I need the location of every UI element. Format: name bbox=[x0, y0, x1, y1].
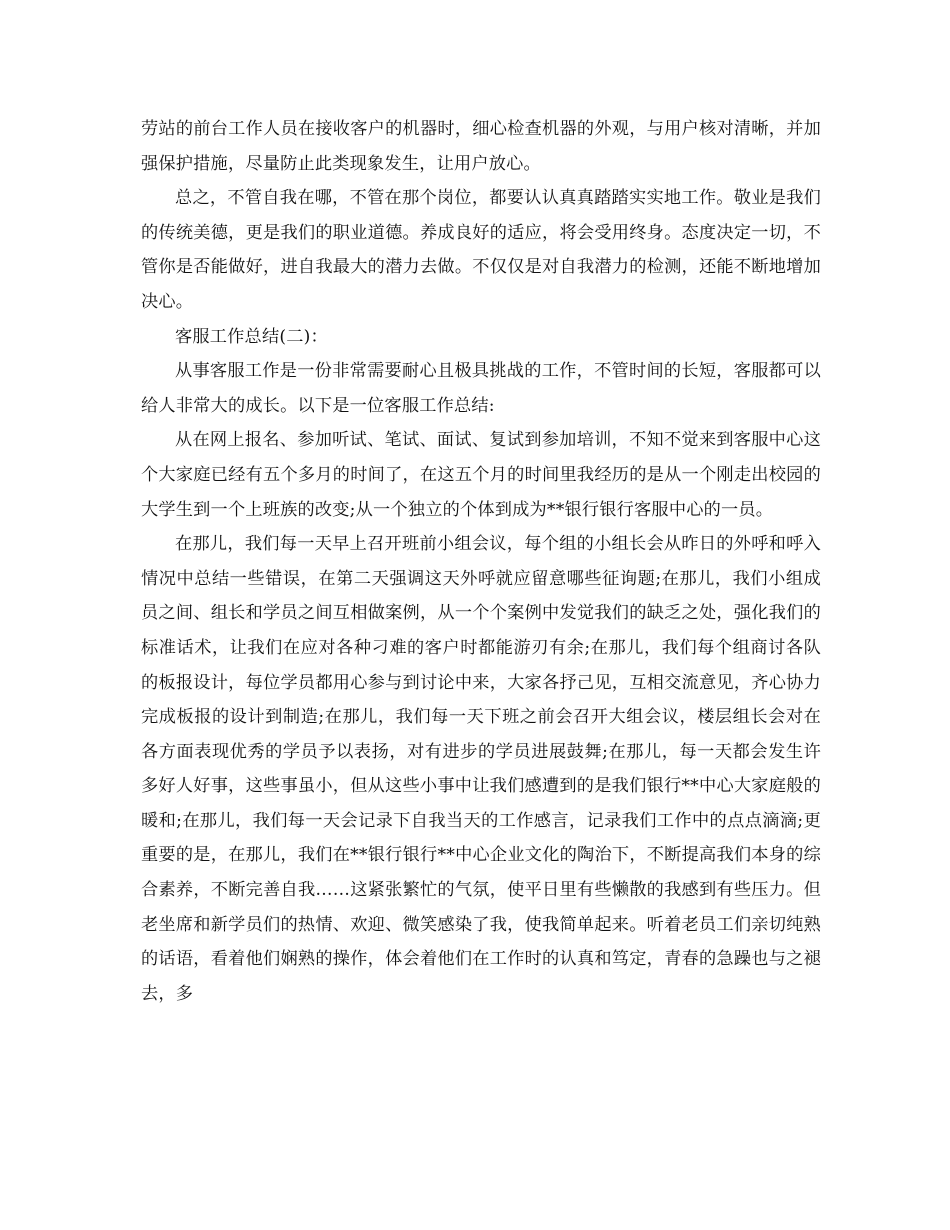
paragraph-experience: 从在网上报名、参加听试、笔试、面试、复试到参加培训，不知不觉来到客服中心这个大家庭已经有五个多月的时间了，在这五个月的时间里我经历的是从一个刚走出校园的大学生到一个上班族的改变;从一个独立的个体到成为**银行银行客服中心的一员。 bbox=[141, 430, 821, 520]
paragraph-continuation: 劳站的前台工作人员在接收客户的机器时，细心检查机器的外观，与用户核对清晰，并加强保护措施，尽量防止此类现象发生，让用户放心。 bbox=[141, 119, 821, 174]
paragraph-daily-work: 在那儿，我们每一天早上召开班前小组会议，每个组的小组长会从昨日的外呼和呼入情况中总结一些错误，在第二天强调这天外呼就应留意哪些征询题;在那儿，我们小组成员之间、组长和学员之间互相做案例，从一个个案例中发觉我们的缺乏之处，强化我们的标准话术，让我们在应对各种刁难的客户时都能游刃有余;在那儿，我们每个组商讨各队的板报设计，每位学员都用心参与到讨论中来，大家各抒己见，互相交流意见，齐心协力完成板报的设计到制造;在那儿，我们每一天下班之前会召开大组会议，楼层组长会对在各方面表现优秀的学员予以表扬，对有进步的学员进展鼓舞;在那儿，每一天都会发生许多好人好事，这些事虽小，但从这些小事中让我们感遭到的是我们银行**中心大家庭般的暖和;在那儿，我们每一天会记录下自我当天的工作感言，记录我们工作中的点点滴滴;更重要的是，在那儿，我们在**银行银行**中心企业文化的陶治下，不断提高我们本身的综合素养，不断完善自我……这紧张繁忙的气氛，使平日里有些懒散的我感到有些压力。但老坐席和新学员们的热情、欢迎、微笑感染了我，使我简单起来。听着老员工们亲切纯熟的话语，看着他们娴熟的操作，体会着他们在工作时的认真和笃定，青春的急躁也与之褪去，多 bbox=[141, 534, 821, 1004]
paragraph-conclusion: 总之，不管自我在哪，不管在那个岗位，都要认认真真踏踏实实地工作。敬业是我们的传统美德，更是我们的职业道德。养成良好的适应，将会受用终身。态度决定一切，不管你是否能做好，进自我最大的潜力去做。不仅仅是对自我潜力的检测，还能不断地增加决心。 bbox=[141, 188, 821, 312]
paragraph-intro: 从事客服工作是一份非常需要耐心且极具挑战的工作，不管时间的长短，客服都可以给人非常大的成长。以下是一位客服工作总结: bbox=[141, 361, 821, 416]
document-body bbox=[141, 112, 821, 1011]
section-heading: 客服工作总结(二)： bbox=[175, 326, 328, 347]
